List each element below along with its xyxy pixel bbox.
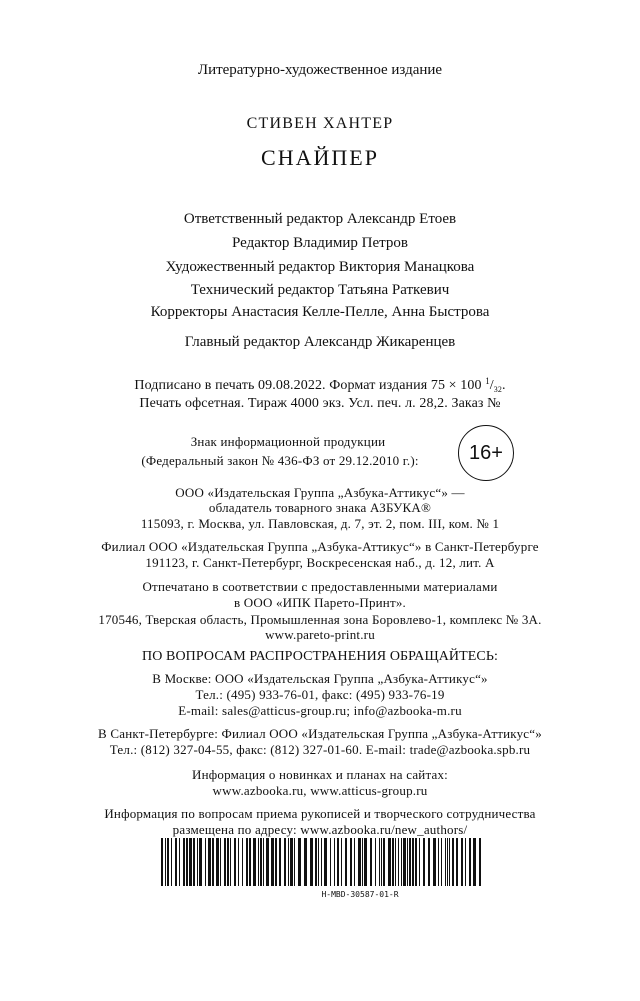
barcode-bar — [337, 838, 339, 886]
barcode-bar — [258, 838, 259, 886]
barcode-bar — [469, 838, 471, 886]
barcode-bar — [212, 838, 214, 886]
barcode-bar — [334, 838, 335, 886]
chief-editor: Главный редактор Александр Жикаренцев — [184, 334, 456, 350]
barcode-bar — [304, 838, 307, 886]
distribution-heading: ПО ВОПРОСАМ РАСПРОСТРАНЕНИЯ ОБРАЩАЙТЕСЬ: — [142, 649, 498, 664]
barcode-bar — [271, 838, 274, 886]
barcode-bar — [479, 838, 481, 886]
barcode-bar — [341, 838, 342, 886]
book-title: СНАЙПЕР — [261, 145, 379, 170]
barcode-bar — [167, 838, 169, 886]
barcode-bar — [197, 838, 198, 886]
product-sign-line-1: Знак информационной продукции — [190, 434, 386, 449]
barcode-bar — [165, 838, 166, 886]
printer-line-2: в ООО «ИПК Парето-Принт». — [233, 595, 406, 610]
barcode-bar — [234, 838, 236, 886]
barcode-bar — [179, 838, 180, 886]
publisher-line-1: ООО «Издательская Группа „Азбука-Аттикус“» — — [175, 485, 465, 500]
barcode-bar — [310, 838, 313, 886]
print-info-line-1 — [0, 376, 640, 394]
branch-address: 191123, г. Санкт-Петербург, Воскресенская наб., д. 12, лит. А — [145, 555, 495, 570]
barcode-bar — [171, 838, 172, 886]
publisher-line-2: обладатель товарного знака АЗБУКА® — [208, 500, 432, 515]
age-rating-badge: 16+ — [458, 425, 514, 481]
barcode-bar — [315, 838, 317, 886]
product-sign-line-2: (Федеральный закон № 436-ФЗ от 29.12.2010 г.): — [141, 453, 419, 468]
barcode-bar — [324, 838, 327, 886]
publisher-address: 115093, г. Москва, ул. Павловская, д. 7, эт. 2, пом. III, ком. № 1 — [140, 516, 500, 531]
format-fraction-numerator: 1 — [485, 376, 490, 386]
barcode-bar — [412, 838, 414, 886]
barcode-bar — [238, 838, 239, 886]
barcode-bar — [193, 838, 195, 886]
barcode-bar — [388, 838, 391, 886]
format-fraction-denominator: 32 — [493, 385, 502, 394]
barcode-bar — [370, 838, 372, 886]
barcode-bar — [199, 838, 202, 886]
distribution-moscow-email: E-mail: sales@atticus-group.ru; info@azbooka-m.ru — [178, 703, 462, 718]
responsible-editor: Ответственный редактор Александр Етоев — [183, 211, 457, 227]
barcode-bar — [246, 838, 248, 886]
barcode-bar — [189, 838, 192, 886]
barcode-bar — [216, 838, 219, 886]
barcode-bar — [449, 838, 450, 886]
print-info-text: Подписано в печать 09.08.2022. Формат издания 75 × 100 — [134, 378, 482, 393]
barcode-bar — [445, 838, 446, 886]
printer-website: www.pareto-print.ru — [265, 627, 375, 642]
barcode-bar — [433, 838, 436, 886]
printer-line-1: Отпечатано в соответствии с предоставленными материалами — [142, 579, 498, 594]
barcode-bar — [175, 838, 177, 886]
barcode-bar — [186, 838, 188, 886]
barcode-bar — [409, 838, 411, 886]
barcode-bar — [205, 838, 206, 886]
barcode-bar — [294, 838, 295, 886]
barcode-bar — [383, 838, 385, 886]
barcode-bar — [161, 838, 163, 886]
barcode-bar — [401, 838, 402, 886]
websites-line-2: www.azbooka.ru, www.atticus-group.ru — [212, 783, 428, 798]
barcode-bar — [415, 838, 417, 886]
barcode-bar — [230, 838, 231, 886]
barcode-bar — [263, 838, 264, 886]
barcode-bar — [441, 838, 442, 886]
barcode-bar — [375, 838, 376, 886]
barcode-bar — [381, 838, 382, 886]
barcode-bar — [423, 838, 425, 886]
barcode-bar — [318, 838, 319, 886]
barcode-bar — [350, 838, 352, 886]
format-fraction-slash: / — [489, 378, 494, 393]
barcode-bar — [407, 838, 408, 886]
print-info-period: . — [502, 378, 506, 393]
barcode-bar — [284, 838, 286, 886]
barcode-bar — [354, 838, 355, 886]
barcode-bar — [392, 838, 394, 886]
tech-editor: Технический редактор Татьяна Раткевич — [190, 282, 450, 298]
barcode-bar — [438, 838, 439, 886]
barcode-bar — [290, 838, 293, 886]
manuscripts-line-2: размещена по адресу: www.azbooka.ru/new_authors/ — [172, 822, 468, 837]
barcode-bar — [395, 838, 396, 886]
barcode-bar — [403, 838, 406, 886]
barcode-code: Н-МВD-30587-01-R — [321, 890, 399, 899]
barcode-bar — [298, 838, 301, 886]
distribution-spb-line-1: В Санкт-Петербурге: Филиал ООО «Издательская Группа „Азбука-Аттикус“» — [98, 726, 542, 741]
distribution-moscow-phone: Тел.: (495) 933-76-01, факс: (495) 933-76-19 — [195, 687, 445, 702]
distribution-moscow-line-1: В Москве: ООО «Издательская Группа „Азбука-Аттикус“» — [152, 671, 488, 686]
printer-address: 170546, Тверская область, Промышленная зона Боровлево-1, комплекс № 3А. — [98, 612, 542, 627]
barcode-bar — [456, 838, 458, 886]
barcode-bar — [249, 838, 251, 886]
barcode-bar — [224, 838, 226, 886]
barcode-bar — [473, 838, 476, 886]
barcode-bar — [183, 838, 185, 886]
barcode-bar — [220, 838, 221, 886]
book-author: СТИВЕН ХАНТЕР — [246, 115, 394, 132]
edition-type: Литературно-художественное издание — [197, 62, 443, 78]
barcode-bar — [321, 838, 322, 886]
websites-line-1: Информация о новинках и планах на сайтах: — [192, 767, 448, 782]
barcode-bar — [428, 838, 430, 886]
barcode-bar — [266, 838, 269, 886]
barcode — [161, 838, 483, 886]
barcode-bar — [275, 838, 277, 886]
barcode-bar — [465, 838, 466, 886]
barcode-bar — [398, 838, 399, 886]
barcode-bar — [379, 838, 380, 886]
barcode-bar — [288, 838, 289, 886]
barcode-bar — [279, 838, 281, 886]
barcode-bar — [419, 838, 420, 886]
barcode-bar — [358, 838, 361, 886]
barcode-bar — [461, 838, 463, 886]
barcode-bar — [227, 838, 229, 886]
barcode-bar — [260, 838, 262, 886]
art-editor: Художественный редактор Виктория Манацкова — [165, 259, 475, 275]
distribution-spb-contacts: Тел.: (812) 327-04-55, факс: (812) 327-01-60. E-mail: trade@azbooka.spb.ru — [109, 742, 531, 757]
manuscripts-line-1: Информация по вопросам приема рукописей и творческого сотрудничества — [104, 806, 536, 821]
editor: Редактор Владимир Петров — [232, 235, 408, 251]
barcode-bar — [452, 838, 454, 886]
correctors: Корректоры Анастасия Келле-Пелле, Анна Быстрова — [150, 304, 490, 320]
barcode-bar — [242, 838, 243, 886]
barcode-bar — [447, 838, 448, 886]
branch-line-1: Филиал ООО «Издательская Группа „Азбука-Аттикус“» в Санкт-Петербурге — [101, 539, 539, 554]
barcode-bar — [345, 838, 347, 886]
barcode-bar — [330, 838, 331, 886]
barcode-bar — [364, 838, 367, 886]
barcode-bar — [208, 838, 211, 886]
print-info-line-2: Печать офсетная. Тираж 4000 экз. Усл. печ. л. 28,2. Заказ № — [139, 396, 501, 411]
barcode-bar — [253, 838, 256, 886]
barcode-bar — [362, 838, 363, 886]
